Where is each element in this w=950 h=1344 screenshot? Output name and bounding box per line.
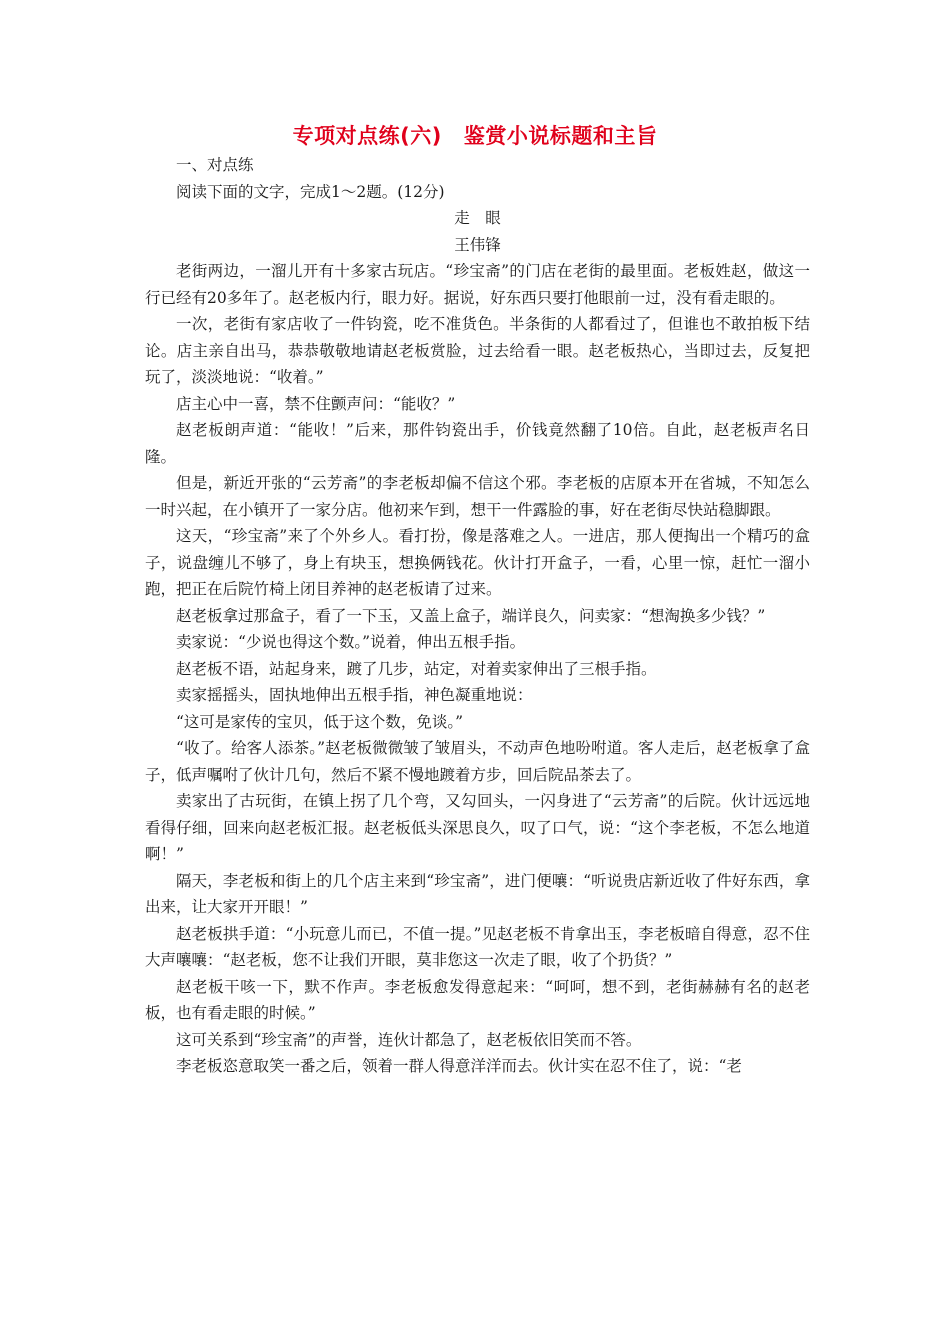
paragraph: “这可是家传的宝贝，低于这个数，免谈。”	[176, 712, 464, 731]
story-author: 王伟锋	[454, 235, 501, 254]
paragraph: 卖家出了古玩街，在镇上拐了几个弯，又勾回头，一闪身进了“云芳斋”的后院。伙计远远地看得仔细，回来向赵老板汇报。赵老板低头深思良久，叹了口气，说：“这个李老板，不怎么地道啊！”	[145, 792, 810, 863]
paragraph: 隔天，李老板和街上的几个店主来到“珍宝斋”，进门便嚷：“听说贵店新近收了件好东西，拿出来，让大家开开眼！”	[145, 871, 810, 916]
paragraph: 李老板恣意取笑一番之后，领着一群人得意洋洋而去。伙计实在忍不住了，说：“老	[176, 1057, 742, 1075]
paragraph: 赵老板拱手道：“小玩意儿而已，不值一提。”见赵老板不肯拿出玉，李老板暗自得意，忍不住大声嚷嚷：“赵老板，您不让我们开眼，莫非您这一次走了眼，收了个扔货？”	[145, 924, 810, 969]
paragraph: 但是，新近开张的“云芳斋”的李老板却偏不信这个邪。李老板的店原本开在省城，不知怎么一时兴起，在小镇开了一家分店。他初来乍到，想干一件露脸的事，好在老街尽快站稳脚跟。	[145, 474, 810, 519]
paragraph: 赵老板朗声道：“能收！”后来，那件钧瓷出手，价钱竟然翻了10倍。自此，赵老板声名日隆。	[145, 421, 810, 466]
title-part-1: 专项对点练(六)	[292, 124, 442, 148]
paragraph: “收了。给客人添茶。”赵老板微微皱了皱眉头，不动声色地吩咐道。客人走后，赵老板拿了盒子，低声嘱咐了伙计几句，然后不紧不慢地踱着方步，回后院品茶去了。	[145, 739, 810, 784]
document-body	[145, 152, 810, 1080]
story-title: 走 眼	[454, 209, 501, 227]
paragraph: 赵老板拿过那盒子，看了一下玉，又盖上盒子，端详良久，问卖家：“想淘换多少钱？”	[176, 606, 766, 625]
title-part-2: 鉴赏小说标题和主旨	[463, 124, 658, 148]
paragraph: 卖家摇摇头，固执地伸出五根手指，神色凝重地说：	[176, 686, 533, 704]
paragraph: 店主心中一喜，禁不住颤声问：“能收？”	[176, 394, 456, 413]
paragraph: 卖家说：“少说也得这个数。”说着，伸出五根手指。	[176, 633, 526, 651]
section-heading: 一、对点练	[176, 156, 254, 174]
paragraph: 这天，“珍宝斋”来了个外乡人。看打扮，像是落难之人。一进店，那人便掏出一个精巧的盒子，说盘缠儿不够了，身上有块玉，想换俩钱花。伙计打开盒子，一看，心里一惊，赶忙一溜小跑，把正在后院竹椅上闭目养神的赵老板请了过来。	[145, 527, 810, 598]
document-title	[0, 120, 950, 150]
paragraph: 赵老板不语，站起身来，踱了几步，站定，对着卖家伸出了三根手指。	[176, 659, 657, 678]
paragraph: 老街两边，一溜儿开有十多家古玩店。“珍宝斋”的门店在老街的最里面。老板姓赵，做这一行已经有20多年了。赵老板内行，眼力好。据说，好东西只要打他眼前一过，没有看走眼的。	[145, 262, 810, 307]
instruction-line: 阅读下面的文字，完成1～2题。(12分)	[176, 182, 445, 201]
paragraph: 赵老板干咳一下，默不作声。李老板愈发得意起来：“呵呵，想不到，老街赫赫有名的赵老板，也有看走眼的时候。”	[145, 977, 810, 1022]
paragraph: 这可关系到“珍宝斋”的声誉，连伙计都急了，赵老板依旧笑而不答。	[176, 1030, 642, 1049]
paragraph: 一次，老街有家店收了一件钧瓷，吃不准货色。半条街的人都看过了，但谁也不敢拍板下结论。店主亲自出马，恭恭敬敬地请赵老板赏脸，过去给看一眼。赵老板热心，当即过去，反复把玩了，淡淡地说：“收着。”	[145, 315, 810, 386]
